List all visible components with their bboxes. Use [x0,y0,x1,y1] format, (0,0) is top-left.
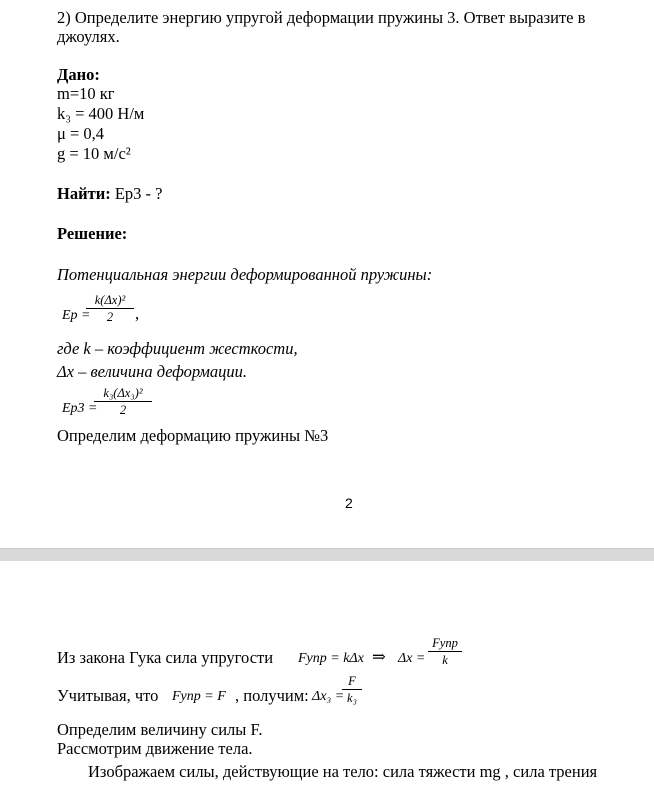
formula2-lhs: Ep3 = [62,401,98,416]
formula2-denominator: 2 [119,403,127,417]
formula1-tail: , [135,304,140,323]
page-number: 2 [345,495,353,511]
given-formula: Fупр = F [172,689,226,704]
formula1-numerator: k(Δx)² [94,293,126,307]
given-mass: m=10 кг [57,84,115,103]
solution-intro: Потенциальная энергии деформированной пружины: [57,265,433,284]
given-friction: μ = 0,4 [57,124,105,143]
force-line: Определим величину силы F. [57,720,263,739]
forces-line: Изображаем силы, действующие на тело: сила тяжести mg , сила трения [88,762,598,781]
fraction-bar [428,651,462,652]
given-heading: Дано: [57,65,100,84]
given-text: Учитывая, что [57,686,159,705]
problem-line-1: 2) Определите энергию упругой деформации пружины 3. Ответ выразите в [57,8,586,27]
dx3-fraction [342,674,362,705]
formula1-lhs: Ep = [62,308,91,323]
formula1-denominator: 2 [106,310,114,324]
get-text: , получим: [235,686,309,705]
dx3-lhs: Δx₃ = [312,689,345,704]
implies-arrow: ⇒ [372,647,386,666]
hooke-formula: Fупр = kΔx [298,651,364,666]
given-stiffness: k₃ = 400 Н/м [57,104,145,123]
where-k: где k – коэффициент жесткости, [57,339,298,358]
solution-heading: Решение: [57,224,128,243]
define-deformation: Определим деформацию пружины №3 [57,426,329,445]
where-dx: Δx – величина деформации. [57,362,247,381]
page-separator [0,548,654,562]
find-value: Eр3 - ? [110,184,163,203]
hooke-text: Из закона Гука сила упругости [57,648,274,667]
fraction-bar [94,401,152,402]
dx3-numerator: F [348,674,356,688]
dx-lhs: Δx = [398,651,426,666]
fraction-bar [342,689,362,690]
fraction-bar [86,308,134,309]
given-gravity: g = 10 м/с² [57,144,131,163]
dx-denominator: k [442,653,448,667]
dx-fraction [428,636,462,667]
dx3-denominator: k₃ [347,691,357,705]
formula1-fraction [86,293,134,324]
document-page-2 [0,561,654,786]
dx-numerator: Fупр [432,636,458,650]
find-line [57,184,162,203]
problem-line-2: джоулях. [57,27,120,46]
find-heading: Найти: [57,184,111,203]
formula2-fraction [94,386,152,417]
motion-line: Рассмотрим движение тела. [57,739,253,758]
formula2-numerator: k₃(Δx₃)² [103,386,143,400]
